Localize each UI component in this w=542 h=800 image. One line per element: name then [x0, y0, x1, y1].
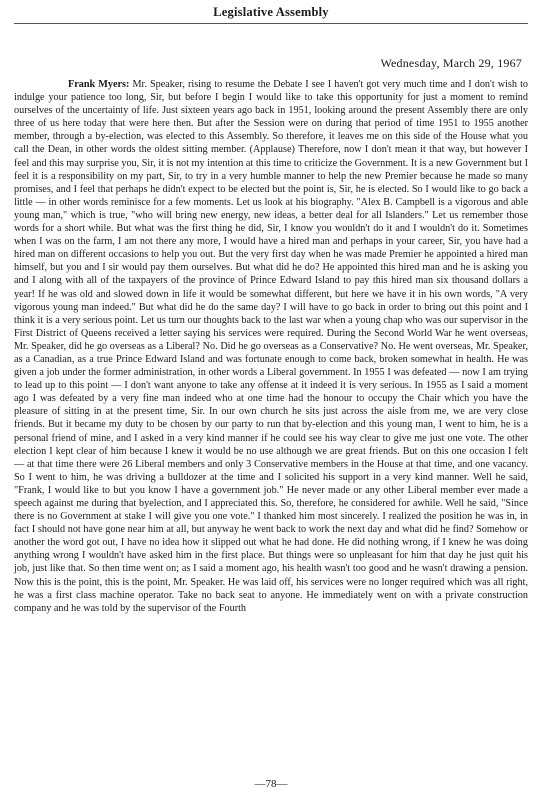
running-head: Legislative Assembly [213, 5, 329, 19]
speech-text: Mr. Speaker, rising to resume the Debate I see I haven't got very much time and I don't wish to indulge your patience too long, Sir, but before I begin I would like to take this opportunity for just a moment to remind ourselves of the uncertainty of life. Just sixteen years ago back in 1951, looking around the present Assembly there are only three of us here today that were here then. But after the Session were on during that period of time 1951 to 1955 another member, through a by-election, was elected to this Assembly. So therefore, it leaves me on this side of the House what you call the Dean, in other words the oldest sitting member. (Applause) Therefore, now I don't mean it that way, but however I feel and this may surprise you, Sir, it is not my intention at this time to criticize the Government. It is a new Government but I feel it is a responsibility on my part, Sir, to try in a very humble manner to help the new Premier because he made so many promises, and I feel that perhaps he didn't expect to be elected but the point is, Sir, he is elected. So I would like to go back a little — in other words reminisce for a few moments. Let us look at his biography. "Alex B. Campbell is a vigorous and able young man," which is true, "who will bring new energy, new ideas, a better deal for all Islanders." Let us remember those words for a short while. But what was the first thing he did, Sir, I know you wouldn't do it and I wouldn't do it. Sometimes when I was on the farm, I am not there any more, I would have a hired man and perhaps in your career, Sir, you have had a hired man on different occasions to help you out. But the very first day when he was made Premier he appointed a hired man himself, but you and I sir would pay them ourselves. But what did he do? He appointed this hired man and he is asking you and I along with all of the taxpayers of the province of Prince Edward Island to pay this hired man six thousand dollars a year! If he was old and slowed down in life it would be somewhat different, but here we have it in his own words, "A very vigorous young man indeed." But what did he do the same day? I will have to go back in order to bring out this point and I think it is a very serious point. Let us turn our thoughts back to the last war when a young chap who was our supervisor in the First District of Queens received a letter saying his services were required. During the Second World War he went overseas, Mr. Speaker, did he go overseas as a Liberal? No. Did he go overseas as a Conservative? No. He went overseas, Mr. Speaker, as a Canadian, as a true Prince Edward Island and was fortunate enough to come back, broken somewhat in health. He was given a job under the former administration, in other words a Liberal government. In 1955 I was defeated — now I am trying to lead up to this point — I don't want anyone to take any offense at it indeed it is very serious. In 1955 as I said a moment ago I was defeated by a very fine man indeed who at one time had the honour to occupy the Chair which you have the pleasure of sitting in at the present time, Sir. In our own church he sits just across the aisle from me, we are very close friends. But it became my duty to be chosen by our party to run that by-election and this young man, I went to him, he is a personal friend of mine, and I asked in a very kind manner if he could see his way clear to give me just one vote. The other election I kept clear of him because I knew it would be no use although we are great friends. But on this one occasion I felt — at that time there were 26 Liberal members and only 3 Conservative members in the House at that time, and one vacancy. So I went to him, he was driving a bulldozer at the time and I solicited his support in a very kind manner. Well he said, "Frank, I would like to but you know I have a government job." He never made or any other Liberal member ever made a speech against me during that byelection, and I appreciated this. So, therefore, he considered for awhile. Well he said, "Since there is no Government at stake I will give you one vote." I thanked him most sincerely. I realized the position he was in, in fact I should not have gone near him at all, but anyway he went back to work the next day and what did he find? Somehow or another the word got out, I have no idea how it slipped out what he had done. He did nothing wrong, if I knew he was doing anything wrong I wouldn't have asked him in the first place. But things were so unpleasant for him that day he just quit his job, just like that. So then time went on; as I said a moment ago, his health wasn't too good and he wasn't drawing a pension. Now this is the point, this is the point, Mr. Speaker. He was laid off, his services were no longer required which was all right, he was a first class machine operator. Take no back seat to anyone. He immediately went on with a private construction company and he was told by the supervisor of the Fourth [14, 79, 528, 614]
speech-paragraph [14, 78, 528, 615]
header-rule [14, 23, 528, 24]
speaker-name: Frank Myers: [68, 79, 130, 90]
session-date: Wednesday, March 29, 1967 [380, 56, 522, 70]
page-number: —78— [254, 778, 288, 790]
